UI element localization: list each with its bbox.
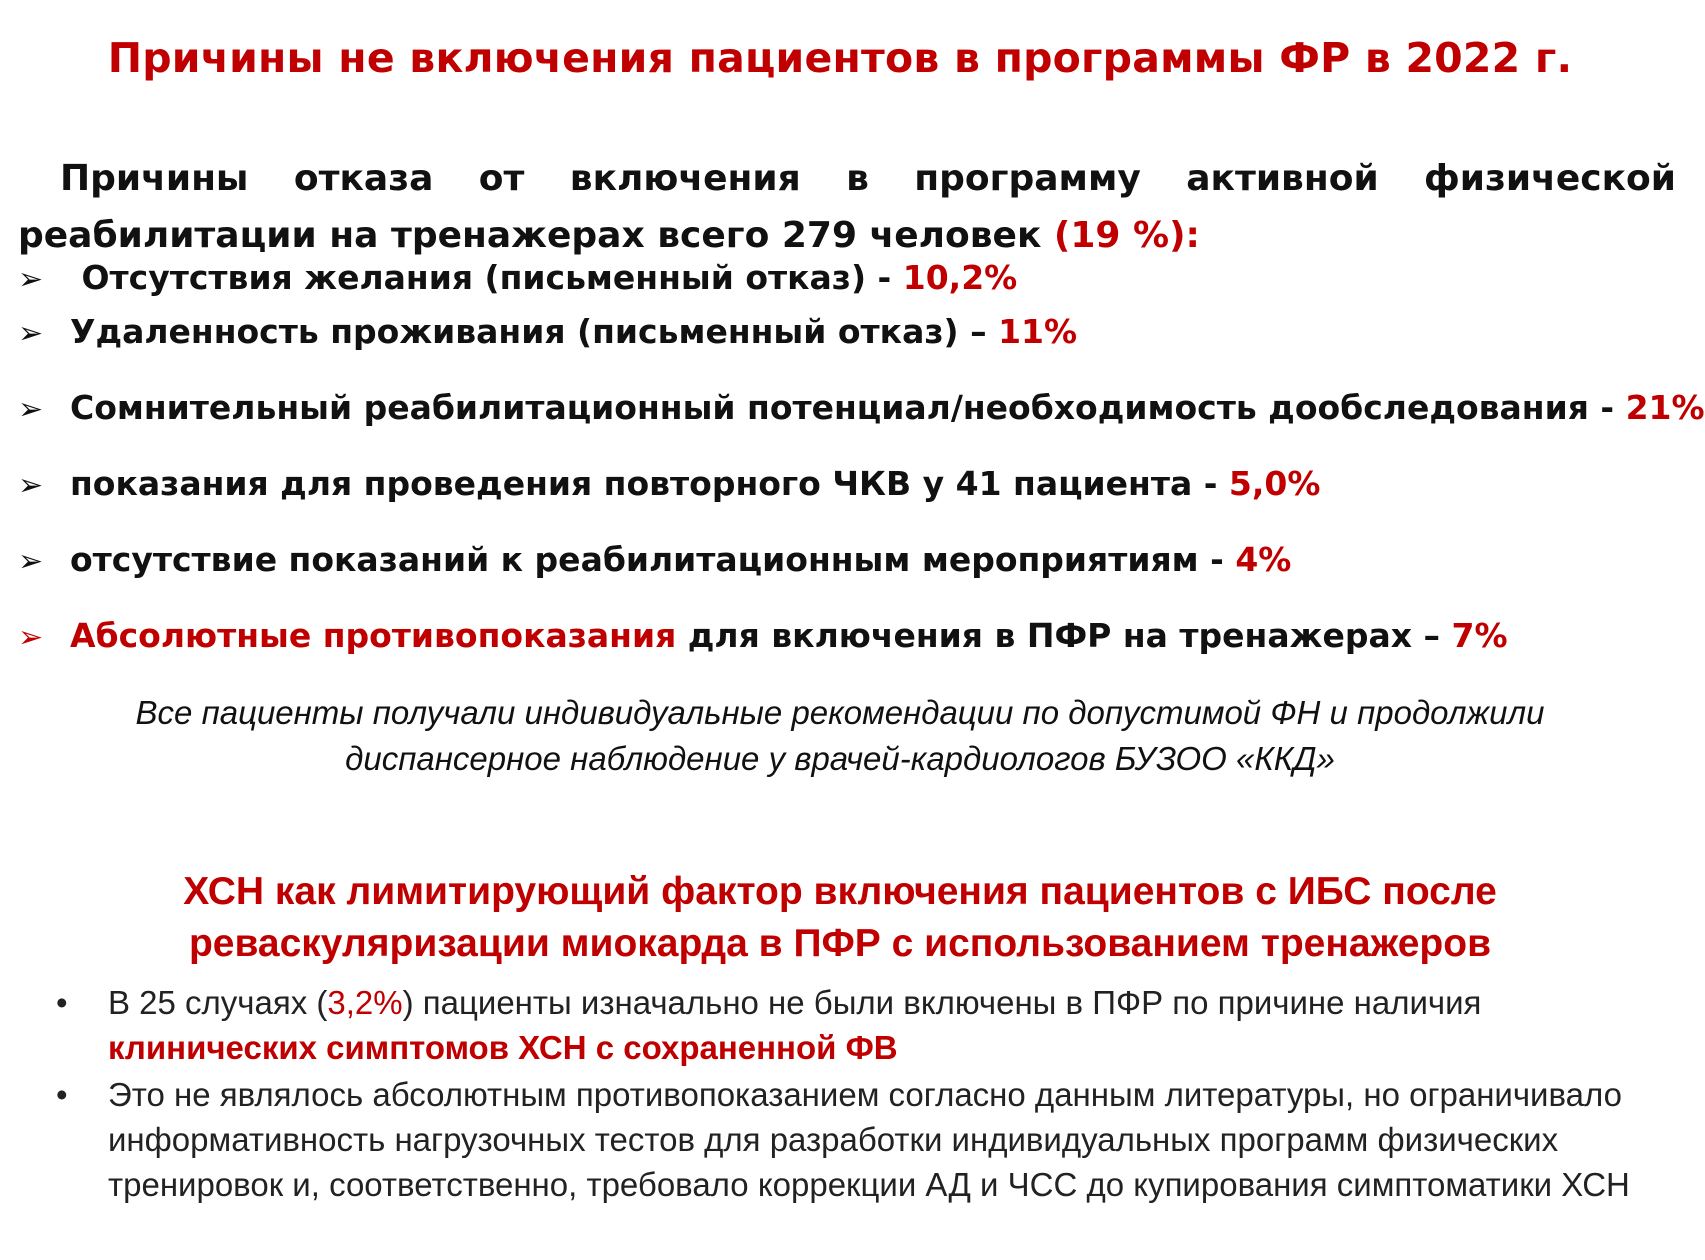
bullet-2-text: Это не являлось абсолютным противопоказанием согласно данным литературы, но ограничивало информативность нагрузочных тестов для разработки индивидуальных программ физических тренировок и, соответственно, требовало коррекции АД и ЧСС до купирования симптоматики ХСН: [108, 1076, 1630, 1203]
reason-text: Сомнительный реабилитационный потенциал/необходимость дообследования -: [70, 388, 1626, 427]
reason-text: отсутствие показаний к реабилитационным мероприятиям -: [70, 540, 1236, 579]
section-subtitle: [0, 866, 1680, 970]
subtitle-line-2: реваскуляризации миокарда в ПФР с использованием тренажеров: [188, 922, 1492, 965]
intro-line-2: реабилитации на тренажерах всего 279 человек: [18, 215, 1054, 256]
reason-value: 10,2%: [902, 258, 1018, 297]
reason-text: Отсутствия желания (письменный отказ) -: [70, 258, 903, 297]
reason-item: [18, 388, 1705, 427]
bullet-dot-icon: •: [56, 984, 68, 1021]
arrow-bullet-icon: ➢: [18, 620, 44, 655]
list-item: [52, 1072, 1652, 1207]
bullet-list: [52, 980, 1652, 1209]
reason-text: показания для проведения повторного ЧКВ у 41 пациента -: [70, 464, 1229, 503]
arrow-bullet-icon: ➢: [18, 544, 44, 579]
note-line-1: Все пациенты получали индивидуальные рекомендации по допустимой ФН и продолжили: [135, 694, 1545, 731]
arrow-bullet-icon: ➢: [18, 468, 44, 503]
reason-item: [18, 616, 1508, 655]
list-item: [52, 980, 1652, 1070]
reason-text: Удаленность проживания (письменный отказ) –: [70, 312, 999, 351]
reason-red-text: Абсолютные противопоказания: [70, 616, 677, 655]
reason-value: 4%: [1235, 540, 1292, 579]
bullet-dot-icon: •: [56, 1076, 68, 1113]
reason-item: [18, 312, 1077, 351]
reason-value: 7%: [1451, 616, 1508, 655]
bullet-1-mid: ) пациенты изначально не были включены в ПФР по причине наличия: [402, 984, 1482, 1021]
bullet-1-pre: В 25 случаях (: [108, 984, 328, 1021]
intro-percent: (19 %):: [1053, 215, 1200, 256]
bullet-1-highlight: клинических симптомов ХСН с сохраненной ФВ: [108, 1029, 898, 1066]
intro-line-1: Причины отказа от включения в программу активной физической: [60, 158, 1676, 199]
note-paragraph: [0, 690, 1680, 782]
reason-item: [18, 258, 1017, 297]
arrow-bullet-icon: ➢: [18, 316, 44, 351]
arrow-bullet-icon: ➢: [18, 262, 44, 297]
page-title: Причины не включения пациентов в программы ФР в 2022 г.: [107, 34, 1573, 82]
reason-value: 5,0%: [1228, 464, 1321, 503]
reason-text: для включения в ПФР на тренажерах –: [676, 616, 1452, 655]
reason-item: [18, 464, 1320, 503]
reason-item: [18, 540, 1291, 579]
bullet-1-percent: 3,2%: [327, 984, 403, 1021]
intro-paragraph: [18, 150, 1676, 264]
subtitle-line-1: ХСН как лимитирующий фактор включения пациентов с ИБС после: [183, 870, 1497, 913]
arrow-bullet-icon: ➢: [18, 392, 44, 427]
reason-value: 11%: [998, 312, 1078, 351]
note-line-2: диспансерное наблюдение у врачей-кардиологов БУЗОО «ККД»: [345, 740, 1335, 777]
reason-value: 21%: [1625, 388, 1705, 427]
